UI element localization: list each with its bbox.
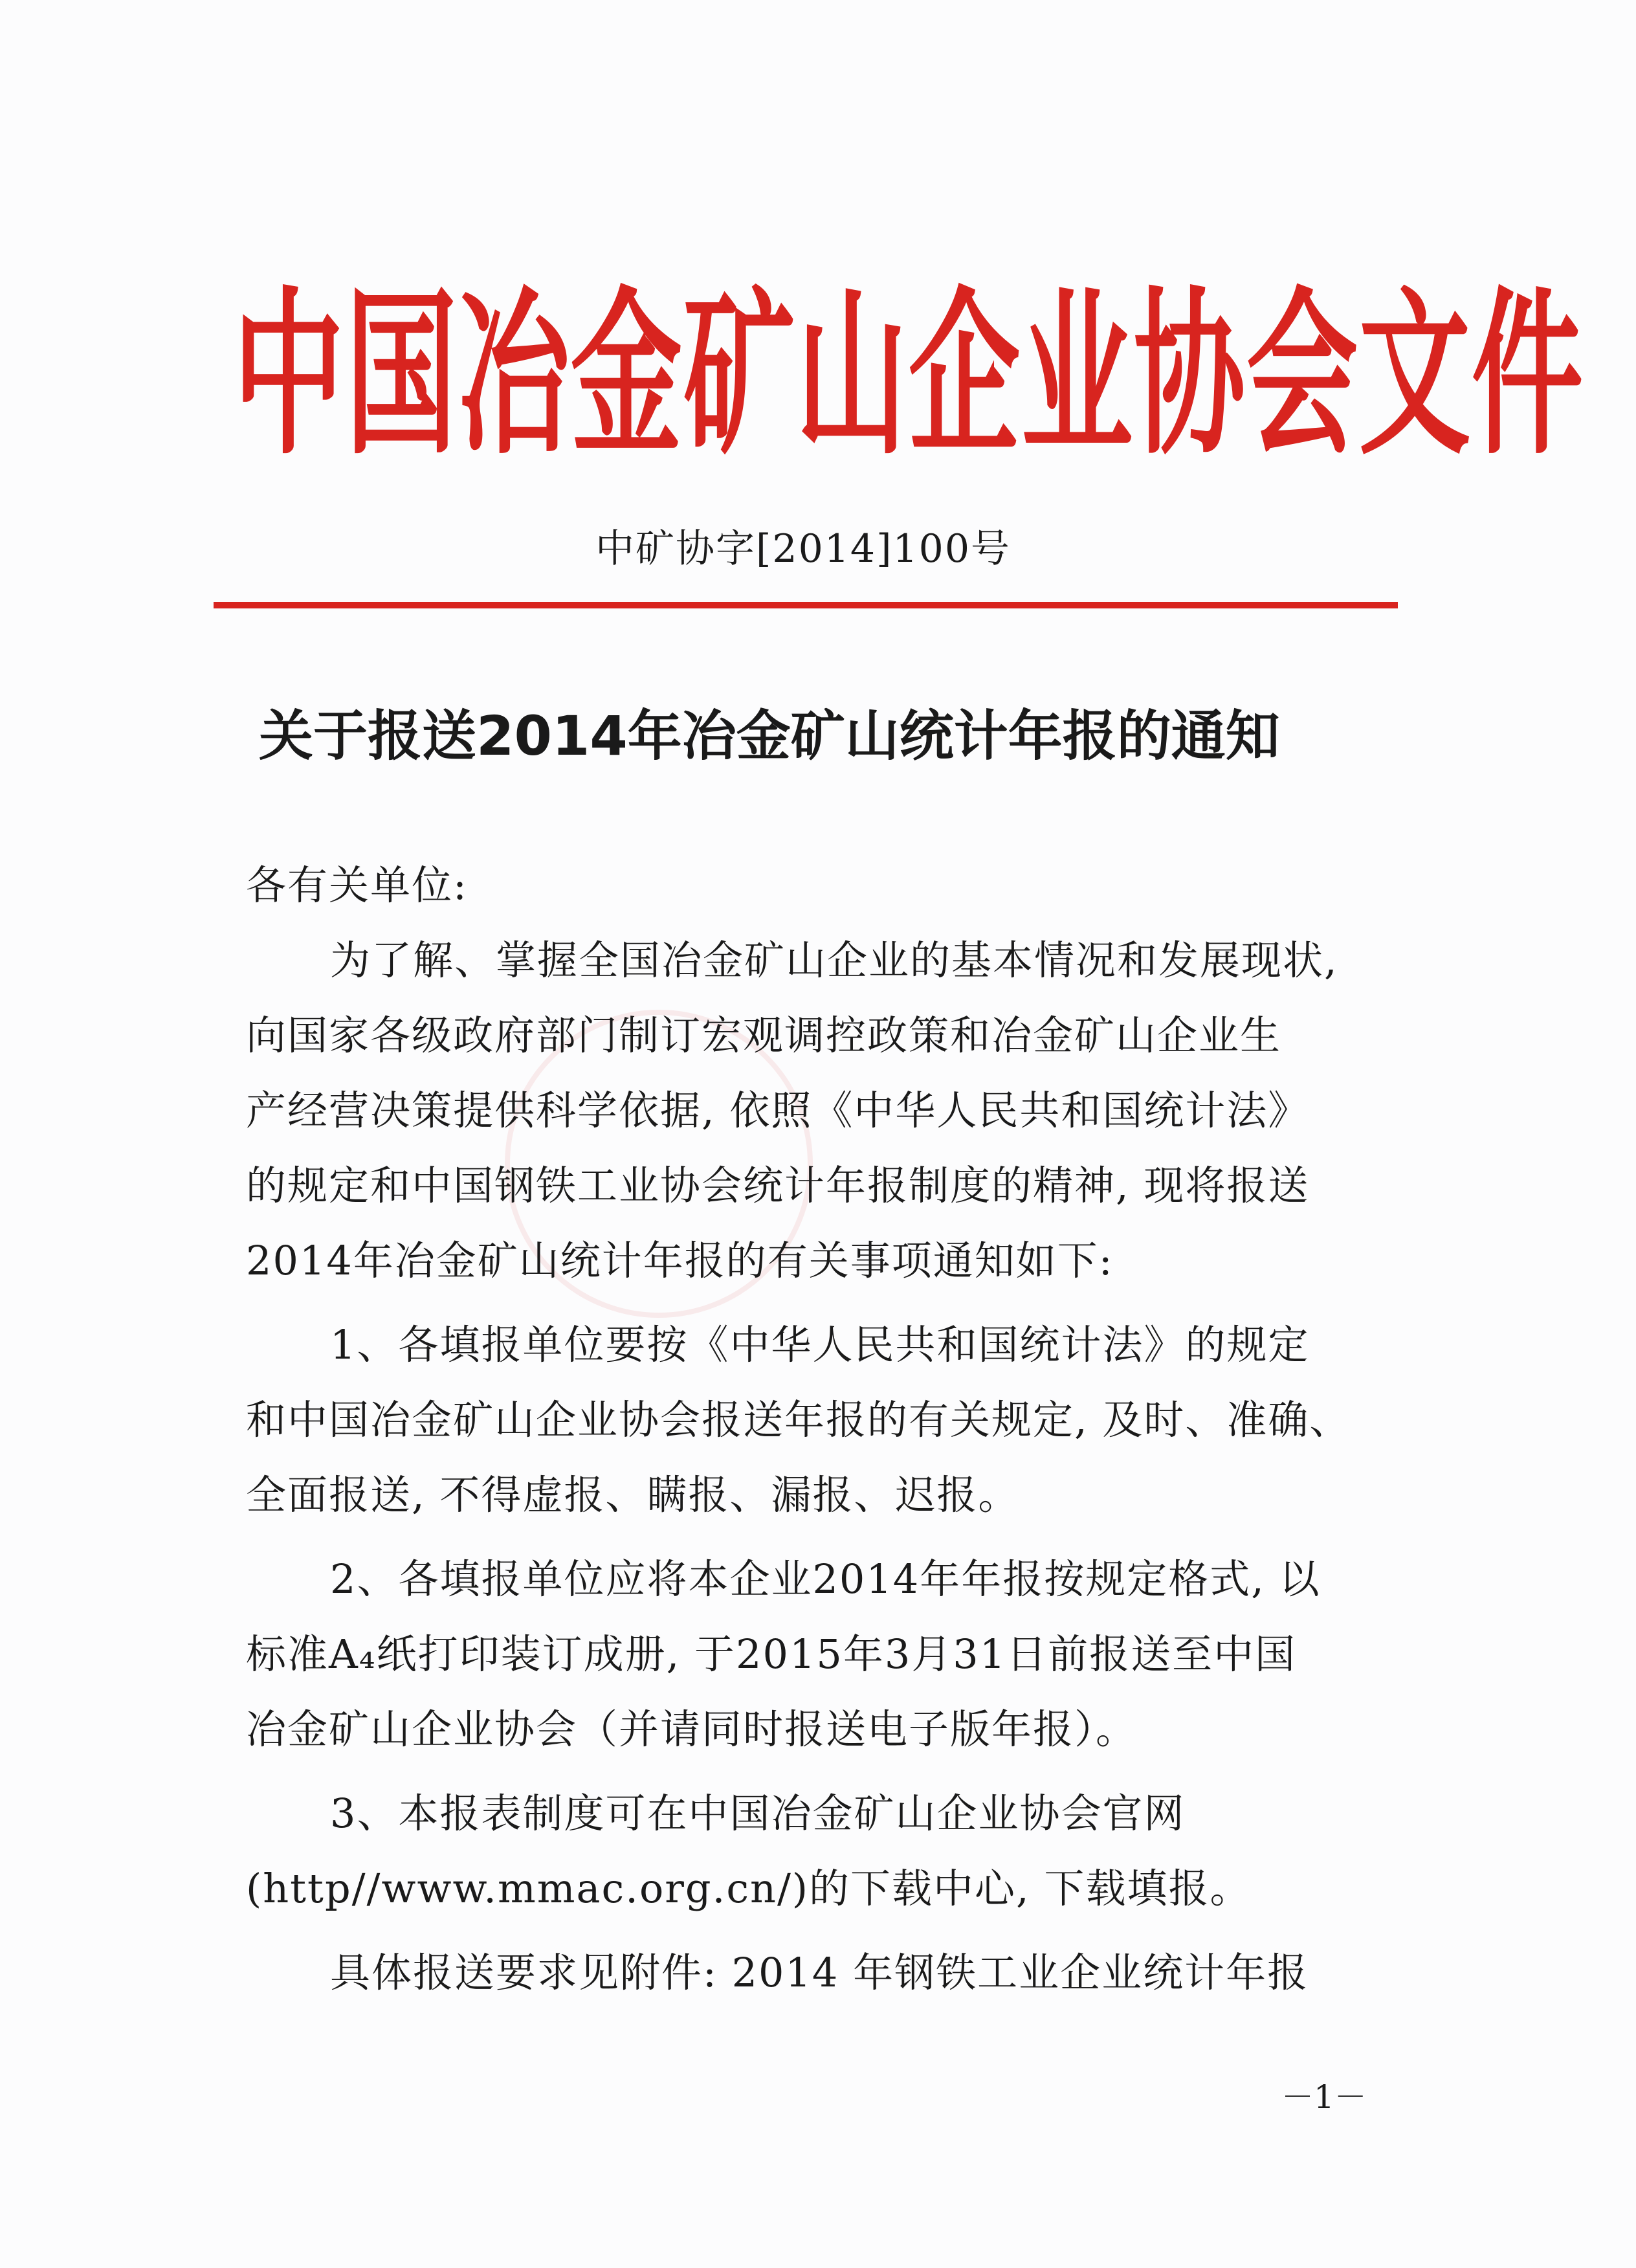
document-number: 中矿协字[2014]100号 [595,526,1011,572]
body-line: 为了解、掌握全国冶金矿山企业的基本情况和发展现状, [330,937,1338,984]
notice-title: 关于报送2014年冶金矿山统计年报的通知 [259,704,1280,768]
body-line: 产经营决策提供科学依据, 依照《中华人民共和国统计法》 [246,1087,1310,1134]
body-line: (http//www.mmac.org.cn/)的下载中心, 下载填报。 [246,1865,1252,1912]
body-line: 的规定和中国钢铁工业协会统计年报制度的精神, 现将报送 [246,1162,1310,1209]
body-line: 冶金矿山企业协会（并请同时报送电子版年报）。 [246,1706,1138,1753]
body-line: 具体报送要求见附件: 2014 年钢铁工业企业统计年报 [330,1949,1309,1996]
body-line: 1、各填报单位要按《中华人民共和国统计法》的规定 [330,1321,1310,1368]
body-line: 向国家各级政府部门制订宏观调控政策和冶金矿山企业生 [246,1012,1282,1059]
salutation: 各有关单位: [246,862,468,909]
body-line: 全面报送, 不得虚报、瞒报、漏报、迟报。 [246,1471,1020,1518]
body-line: 3、本报表制度可在中国冶金矿山企业协会官网 [330,1790,1186,1837]
body-line: 2、各填报单位应将本企业2014年年报按规定格式, 以 [330,1555,1321,1603]
body-line: 和中国冶金矿山企业协会报送年报的有关规定, 及时、准确、 [246,1396,1351,1443]
body-line: 标准A₄纸打印装订成册, 于2015年3月31日前报送至中国 [246,1630,1297,1678]
page-number: －1－ [1281,2078,1367,2116]
header-red-rule [214,602,1398,608]
body-line: 2014年冶金矿山统计年报的有关事项通知如下: [246,1237,1114,1284]
document-header-title: 中国冶金矿山企业协会文件 [233,271,1584,479]
